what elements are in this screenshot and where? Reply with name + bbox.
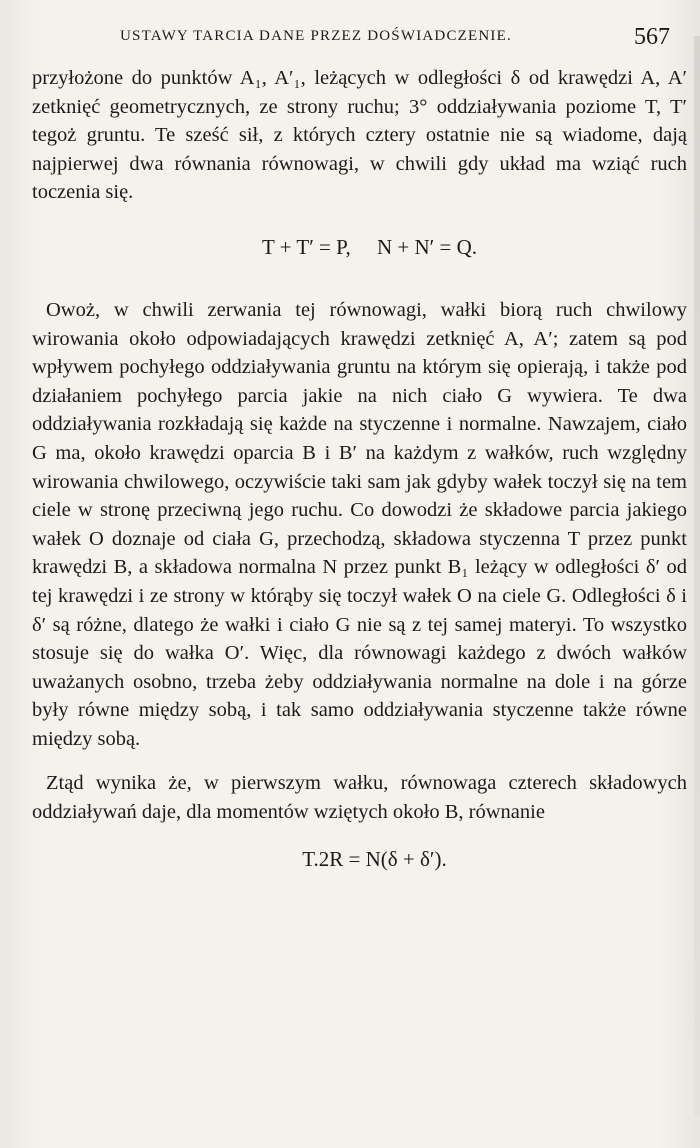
running-head: USTAWY TARCIA DANE PRZEZ DOŚWIADCZENIE. xyxy=(120,28,512,44)
equation-1: T + T′ = P, N + N′ = Q. xyxy=(261,234,478,259)
page-edge-shadow xyxy=(694,36,700,1116)
paragraph-3: Ztąd wynika że, w pierwszym wałku, równowaga czterech składowych oddziaływań daje, dla momentów wziętych około B, równanie xyxy=(32,772,687,824)
page-number: 567 xyxy=(634,24,670,50)
paragraph-2: Owoż, w chwili zerwania tej równowagi, wałki biorą ruch chwilowy wirowania około odpowiadających krawędzi zetknięć A, A′; zatem są pod wpływem pochyłego oddziaływania gruntu na którym się opierają, i także pod działaniem pochyłego parcia jakie na nich ciało G wywiera. Te dwa oddziaływania rozkładają się każde na styczenne i normalne. Nawzajem, ciało G ma, około krawędzi oparcia B i B′ na każdym z wałków, ruch względny wirowania chwilowego, oczywiście taki sam jak gdyby wałek toczył się na tem ciele w stronę przeciwną jego ruchu. Co dowodzi że składowe parcia jakiego wałek O doznaje od ciała G, przechodzą, składowa styczenna T przez punkt krawędzi B, a składowa normalna N przez punkt B₁ leżący w odległości δ′ od tej krawędzi i ze strony w którąby się toczył wałek O na ciele G. Odległości δ i δ′ są różne, dlatego że wałki i ciało G nie są z tej samej materyi. To wszystko stosuje się do wałka O′. Więc, dla równowagi każdego z dwóch wałków uważanych osobno, trzeba żeby oddziaływania normalne na dole i na górze były równe między sobą, i tak samo oddziaływania styczenne także równe między sobą. xyxy=(32,298,687,750)
page-header xyxy=(120,24,680,54)
equation-2: T.2R = N(δ + δ′). xyxy=(302,846,447,871)
paragraph-1: przyłożone do punktów A₁, A′₁, leżących w odległości δ od krawędzi A, A′ zetknięć geometrycznych, ze strony ruchu; 3° oddziaływania poziome T, T′ tegoż gruntu. Te sześć sił, z których cztery ostatnie nie są wiadome, dają najpierwej dwa równania równowagi, w chwili gdy układ ma wziąć ruch toczenia się. xyxy=(32,67,687,204)
page-body xyxy=(32,64,687,872)
paragraph-gap xyxy=(32,753,687,769)
